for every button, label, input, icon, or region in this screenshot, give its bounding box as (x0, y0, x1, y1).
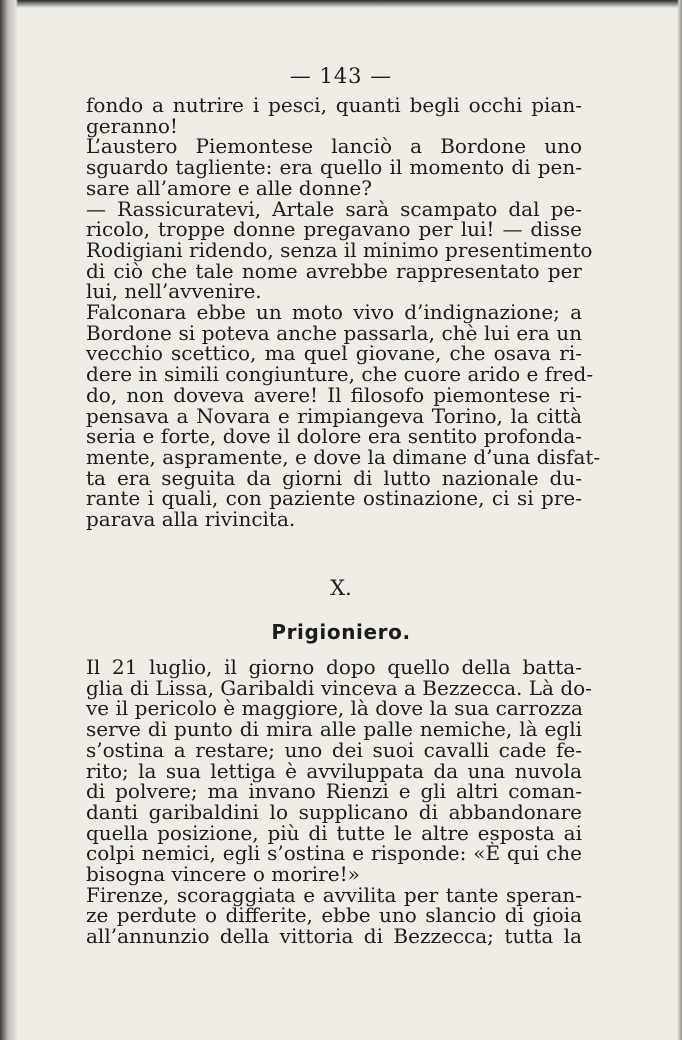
text-line: geranno! (86, 113, 178, 138)
text-line: rito; la sua lettiga è avviluppata da una nuvola (86, 758, 582, 783)
text-line: Il 21 luglio, il giorno dopo quello della batta- (86, 655, 582, 679)
text-line: ricolo, troppe donne pregavano per lui! — disse (86, 217, 582, 242)
text-line: rante i quali, con paziente ostinazione, ci si pre- (86, 486, 582, 511)
text-line: all’annunzio della vittoria di Bezzecca; tutta la (86, 924, 582, 949)
chapter-title: Prigioniero. (271, 620, 411, 644)
text-block-bottom (86, 655, 592, 949)
text-line: dere in simili congiunture, che cuore arido e fred- (86, 362, 594, 387)
text-line: serve di punto di mira alle palle nemiche, là egli (86, 717, 582, 742)
text-line: seria e forte, dove il dolore era sentito profonda- (86, 424, 582, 449)
text-line: di ciò che tale nome avrebbe rappresentato per (86, 258, 582, 283)
text-line: do, non doveva avere! Il filosofo piemontese ri- (86, 382, 582, 407)
text-line: mente, aspramente, e dove la dimane d’una disfat- (86, 444, 601, 469)
text-line: quella posizione, più di tutte le altre esposta ai (86, 820, 582, 845)
text-line: sare all’amore e alle donne? (86, 175, 372, 200)
text-line: — Rassicuratevi, Artale sarà scampato dal pe- (86, 196, 582, 221)
text-line: sguardo tagliente: era quello il momento di pen- (86, 155, 582, 180)
text-line: Falconara ebbe un moto vivo d’indignazione; a (86, 300, 582, 325)
text-line: ve il pericolo è maggiore, là dove la sua carrozza (86, 696, 583, 721)
text-line: parava alla rivincita. (86, 507, 296, 532)
text-line: pensava a Novara e rimpiangeva Torino, la città (86, 403, 582, 428)
text-line: colpi nemici, egli s’ostina e risponde: «È qui che (86, 841, 582, 866)
text-line: vecchio scettico, ma quel giovane, che osava ri- (86, 341, 582, 366)
text-block-top (86, 93, 601, 532)
text-line: Firenze, scoraggiata e avvilita per tante speran- (86, 882, 582, 907)
page-edge-top (0, 0, 682, 8)
text-line: bisogna vincere o morire!» (86, 862, 360, 887)
text-line: glia di Lissa, Garibaldi vinceva a Bezzecca. Là do- (86, 675, 592, 700)
text-line: ze perdute o differite, ebbe uno slancio di gioia (86, 903, 582, 928)
text-line: di polvere; ma invano Rienzi e gli altri coman- (86, 779, 582, 804)
text-line: danti garibaldini lo supplicano di abbandonare (86, 799, 582, 824)
text-line: L’austero Piemontese lanciò a Bordone uno (86, 134, 582, 159)
page-number: — 143 — (289, 64, 393, 88)
text-line: ta era seguita da giorni di lutto nazionale du- (86, 465, 582, 490)
text-line: s’ostina a restare; uno dei suoi cavalli cade fe- (86, 737, 582, 762)
text-line: fondo a nutrire i pesci, quanti begli occhi pian- (86, 93, 582, 117)
page-edge-right (677, 0, 682, 1040)
page-edge-left (0, 0, 18, 1040)
text-line: Rodigiani ridendo, senza il minimo presentimento (86, 237, 593, 262)
text-line: lui, nell’avvenire. (86, 279, 262, 304)
chapter-number: X. (330, 576, 352, 600)
text-line: Bordone si poteva anche passarla, chè lui era un (86, 320, 582, 345)
